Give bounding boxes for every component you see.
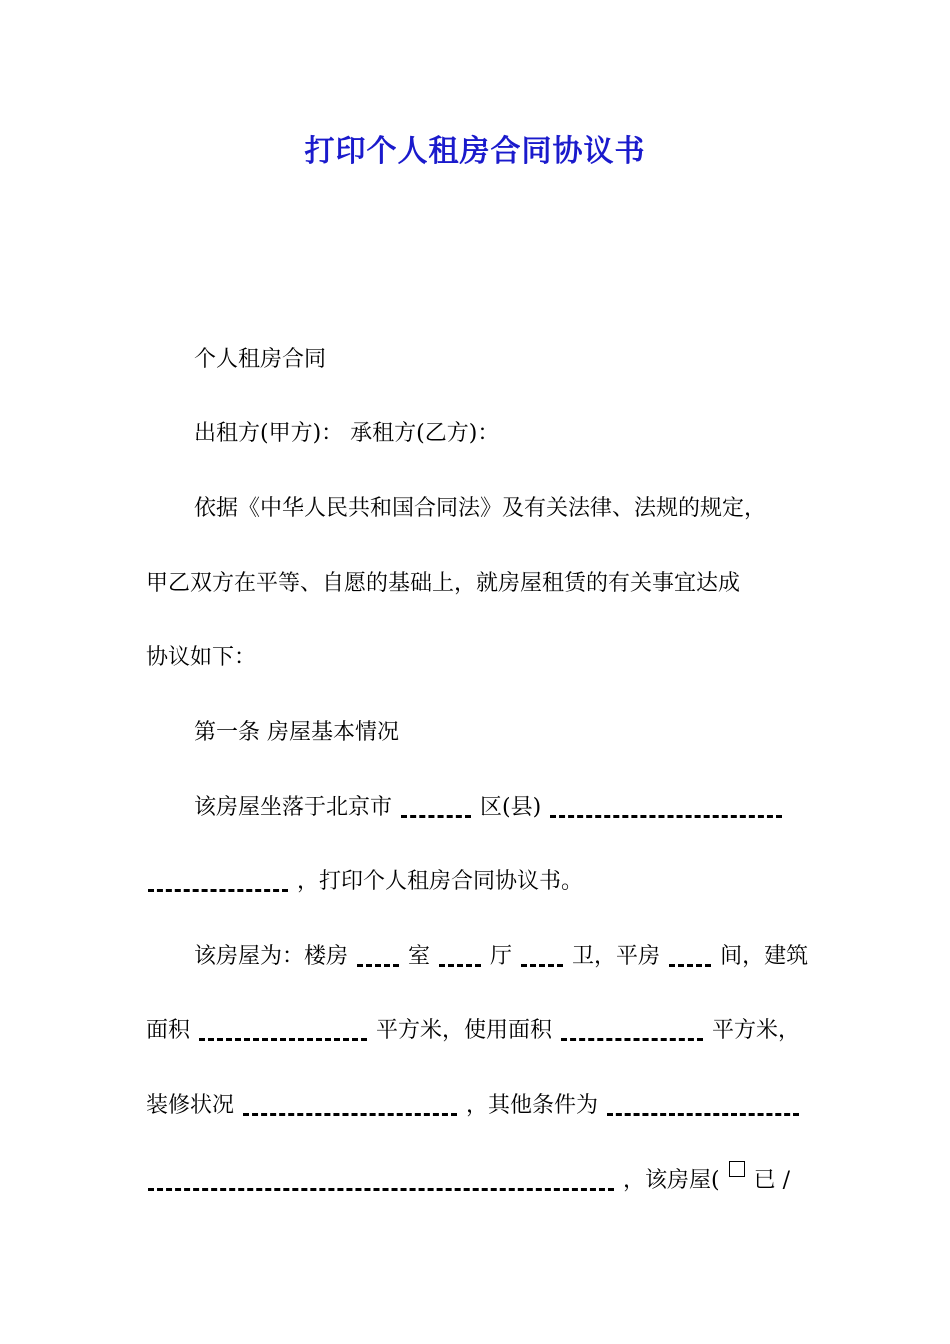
parties-line: [0, 414, 950, 454]
bungalow-rooms-blank: [667, 937, 713, 977]
halls-blank: [437, 937, 483, 977]
district-blank: [399, 788, 473, 828]
paragraph-text: ，其他条件为: [466, 1093, 599, 1118]
address-blank: [548, 788, 784, 828]
paragraph-text: 协议如下：: [146, 645, 257, 670]
article-heading: [0, 713, 950, 753]
paragraph-text: 室: [408, 944, 431, 969]
decoration-line: [0, 1086, 950, 1126]
address-line: [0, 788, 950, 828]
address-blank-cont: [146, 862, 290, 902]
contract-heading-text: 个人租房合同: [194, 347, 327, 372]
paragraph-line: [0, 564, 950, 604]
document-title: 打印个人租房合同协议书: [304, 134, 646, 169]
other-conditions-blank: [605, 1086, 801, 1126]
article-heading-text: 第一条 房屋基本情况: [194, 720, 399, 745]
paragraph-text: 面积: [146, 1018, 191, 1043]
paragraph-text: 已 /: [753, 1168, 790, 1193]
conditions-line-cont: [0, 1161, 950, 1201]
address-line-cont: [0, 862, 950, 902]
other-conditions-blank-cont: [146, 1161, 616, 1201]
building-area-blank: [197, 1011, 369, 1051]
paragraph-text: 平方米，使用面积: [376, 1018, 553, 1043]
paragraph-text: 区(县): [480, 795, 542, 820]
rooms-blank: [355, 937, 401, 977]
parties-text: 出租方(甲方)： 承租方(乙方)：: [194, 421, 500, 446]
paragraph-text: 平方米，: [712, 1018, 801, 1043]
paragraph-text: 甲乙双方在平等、自愿的基础上，就房屋租赁的有关事宜达成: [146, 571, 741, 596]
paragraph-text: 厅: [490, 944, 513, 969]
contract-heading: [0, 340, 950, 380]
checkbox-icon: [729, 1161, 745, 1177]
paragraph-text: 卫，平房: [572, 944, 661, 969]
paragraph-text: 间，建筑: [720, 944, 809, 969]
paragraph-text: ，打印个人租房合同协议书。: [297, 869, 584, 894]
paragraph-text: 依据《中华人民共和国合同法》及有关法律、法规的规定，: [194, 496, 767, 521]
paragraph-text: 该房屋坐落于北京市: [194, 795, 393, 820]
usable-area-blank: [559, 1011, 705, 1051]
decoration-blank: [241, 1086, 459, 1126]
paragraph-line: [0, 638, 950, 678]
area-line: [0, 1011, 950, 1051]
paragraph-text: 装修状况: [146, 1093, 235, 1118]
paragraph-line: [0, 489, 950, 529]
paragraph-text: 该房屋为：楼房: [194, 944, 349, 969]
baths-blank: [519, 937, 565, 977]
room-layout-line: [0, 937, 950, 977]
paragraph-text: ，该房屋(: [623, 1168, 720, 1193]
